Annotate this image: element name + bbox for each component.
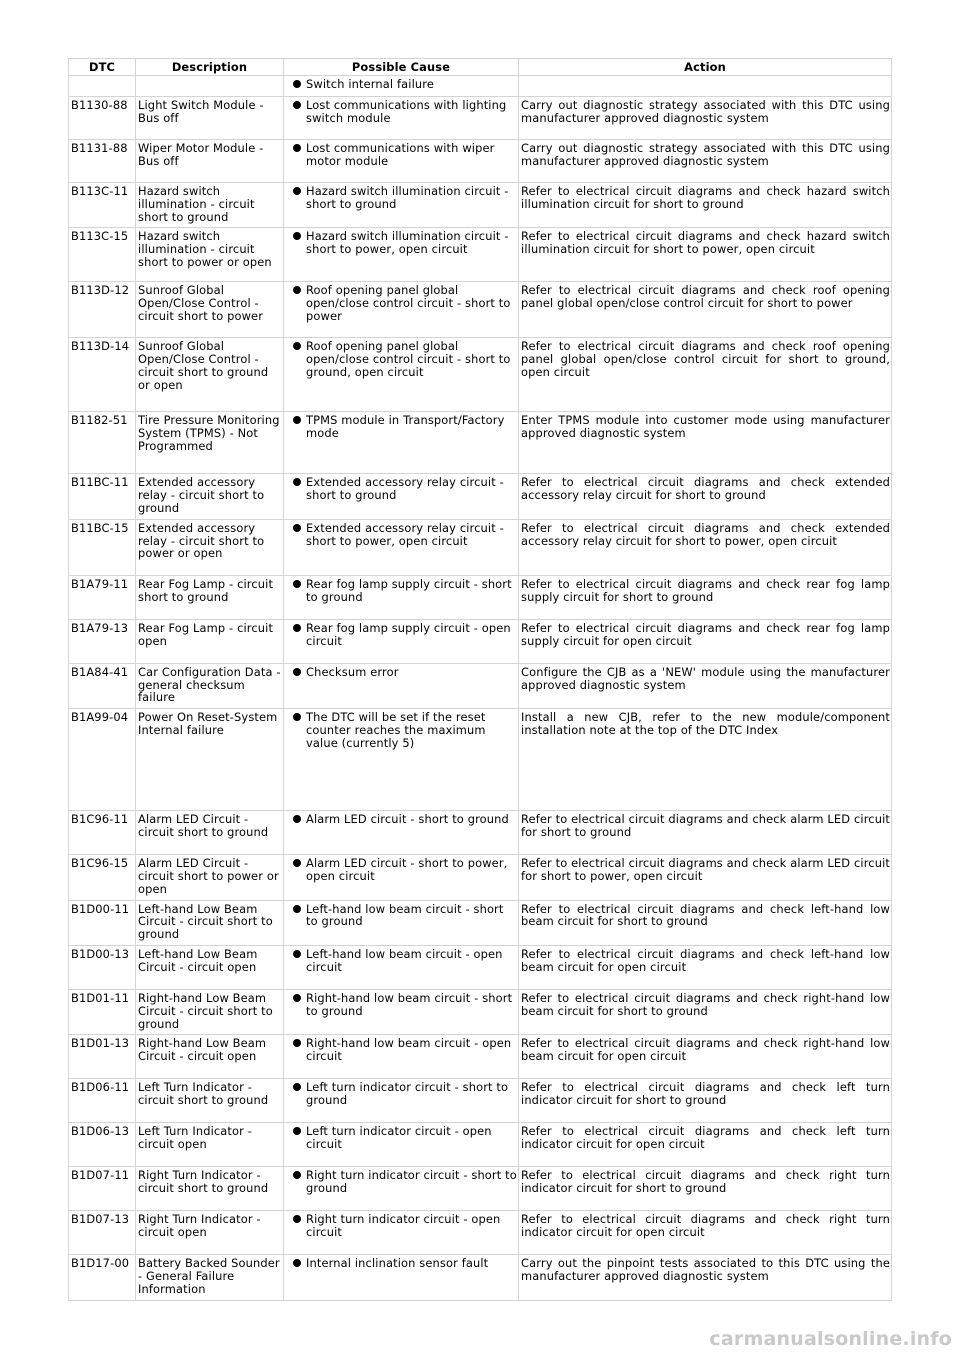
dtc-code: B1A99-04 [69,709,136,811]
dtc-description: Right Turn Indicator - circuit short to ground [136,1167,284,1211]
cause-list [286,1169,517,1195]
table-row [69,1255,892,1300]
possible-cause-cell [284,1079,519,1123]
dtc-code: B1D06-11 [69,1079,136,1123]
cause-text: Checksum error [306,664,399,679]
cause-item [286,578,517,604]
cause-item [286,948,517,974]
dtc-code: B1A79-11 [69,575,136,619]
cause-text: Right-hand low beam circuit - open circuit [306,1036,512,1064]
bullet-icon [293,905,301,913]
cause-item [286,1213,517,1239]
bullet-icon [293,950,301,958]
dtc-code: B1D17-00 [69,1255,136,1300]
dtc-code [69,76,136,97]
possible-cause-cell [284,1123,519,1167]
dtc-description: Battery Backed Sounder - General Failure Information [136,1255,284,1300]
cause-item [286,1125,517,1151]
table-row [69,474,892,519]
possible-cause-cell [284,140,519,183]
cause-item [286,1037,517,1063]
table-row [69,1167,892,1211]
bullet-icon [293,342,301,350]
dtc-code: B1D00-13 [69,945,136,989]
table-row [69,575,892,619]
cause-list [286,1213,517,1239]
cause-text: Left turn indicator circuit - short to ground [306,1080,509,1108]
cause-item [286,1169,517,1195]
cause-text: Roof opening panel global open/close control circuit - short to ground, open circuit [306,339,511,379]
possible-cause-cell [284,1255,519,1300]
dtc-code: B11BC-15 [69,519,136,575]
table-row [69,1035,892,1079]
bullet-icon [293,859,301,867]
possible-cause-cell [284,228,519,282]
bullet-icon [293,1259,301,1267]
dtc-action: Refer to electrical circuit diagrams and check left-hand low beam circuit for short to ground [519,900,892,945]
cause-item [286,711,517,749]
table-row [69,228,892,282]
cause-text: TPMS module in Transport/Factory mode [306,413,505,441]
dtc-action: Refer to electrical circuit diagrams and check hazard switch illumination circuit for short to ground [519,183,892,228]
table-row [69,1211,892,1255]
bullet-icon [293,80,301,88]
possible-cause-cell [284,619,519,663]
cause-item [286,78,517,91]
cause-item [286,230,517,256]
cause-list [286,414,517,440]
possible-cause-cell [284,282,519,338]
dtc-description: Extended accessory relay - circuit short to ground [136,474,284,519]
bullet-icon [293,1171,301,1179]
dtc-code: B1D07-11 [69,1167,136,1211]
dtc-code: B1130-88 [69,97,136,140]
dtc-action: Refer to electrical circuit diagrams and check right turn indicator circuit for open circuit [519,1211,892,1255]
dtc-action: Configure the CJB as a 'NEW' module using the manufacturer approved diagnostic system [519,663,892,708]
cause-text: Hazard switch illumination circuit - short to ground [306,184,509,211]
table-row [69,76,892,97]
cause-text: Lost communications with wiper motor module [306,141,495,168]
table-row [69,183,892,228]
cause-list [286,813,517,826]
dtc-code: B1D00-11 [69,900,136,945]
dtc-description: Right-hand Low Beam Circuit - circuit open [136,1035,284,1079]
bullet-icon [293,1039,301,1047]
table-row [69,412,892,474]
cause-text: The DTC will be set if the reset counter reaches the maximum value (currently 5) [306,710,486,750]
cause-text: Extended accessory relay circuit - short to power, open circuit [306,520,504,548]
cause-text: Extended accessory relay circuit - short to ground [306,475,504,503]
bullet-icon [293,1083,301,1091]
bullet-icon [293,144,301,152]
dtc-description: Alarm LED Circuit - circuit short to power or open [136,855,284,900]
dtc-action: Refer to electrical circuit diagrams and check left turn indicator circuit for short to ground [519,1079,892,1123]
cause-list [286,666,517,679]
site-watermark: carmanualsonline.info [709,1328,952,1350]
cause-item [286,1081,517,1107]
dtc-code: B1A79-13 [69,619,136,663]
possible-cause-cell [284,900,519,945]
possible-cause-cell [284,338,519,412]
dtc-description: Left Turn Indicator - circuit short to ground [136,1079,284,1123]
header-dtc: DTC [69,59,136,76]
cause-text: Rear fog lamp supply circuit - open circuit [306,620,511,648]
cause-list [286,522,517,548]
cause-text: Hazard switch illumination circuit - short to power, open circuit [306,229,509,257]
dtc-description: Left-hand Low Beam Circuit - circuit open [136,945,284,989]
possible-cause-cell [284,663,519,708]
dtc-code: B1C96-11 [69,811,136,855]
dtc-code: B1D01-11 [69,989,136,1034]
dtc-table [68,58,892,1301]
dtc-description: Left-hand Low Beam Circuit - circuit short to ground [136,900,284,945]
cause-item [286,340,517,378]
dtc-action: Refer to electrical circuit diagrams and check left-hand low beam circuit for open circuit [519,945,892,989]
table-row [69,945,892,989]
dtc-description: Right Turn Indicator - circuit open [136,1211,284,1255]
cause-text: Left-hand low beam circuit - short to ground [306,901,504,929]
dtc-action: Refer to electrical circuit diagrams and check extended accessory relay circuit for short to power, open circuit [519,519,892,575]
table-row [69,855,892,900]
dtc-code: B1D01-13 [69,1035,136,1079]
bullet-icon [293,1215,301,1223]
dtc-description: Tire Pressure Monitoring System (TPMS) - Not Programmed [136,412,284,474]
possible-cause-cell [284,1035,519,1079]
dtc-code: B1A84-41 [69,663,136,708]
dtc-code: B113D-14 [69,338,136,412]
dtc-action: Refer to electrical circuit diagrams and check roof opening panel global open/close control circuit for short to power [519,282,892,338]
table-row [69,282,892,338]
cause-text: Left-hand low beam circuit - open circuit [306,946,503,974]
cause-item [286,813,517,826]
cause-text: Left turn indicator circuit - open circuit [306,1124,492,1152]
cause-list [286,1125,517,1151]
dtc-description: Hazard switch illumination - circuit short to ground [136,183,284,228]
table-row [69,709,892,811]
bullet-icon [293,580,301,588]
cause-item [286,622,517,648]
table-row [69,663,892,708]
dtc-code: B113C-15 [69,228,136,282]
header-description: Description [136,59,284,76]
dtc-description: Hazard switch illumination - circuit short to power or open [136,228,284,282]
cause-list [286,230,517,256]
bullet-icon [293,713,301,721]
cause-list [286,903,517,929]
cause-list [286,340,517,378]
cause-list [286,476,517,502]
cause-text: Alarm LED circuit - short to ground [306,812,509,827]
possible-cause-cell [284,1211,519,1255]
table-row [69,900,892,945]
cause-list [286,948,517,974]
table-row [69,338,892,412]
dtc-action: Carry out diagnostic strategy associated with this DTC using manufacturer approved diagnostic system [519,140,892,183]
cause-list [286,78,517,91]
dtc-action: Refer to electrical circuit diagrams and check right-hand low beam circuit for short to ground [519,989,892,1034]
dtc-action: Refer to electrical circuit diagrams and check rear fog lamp supply circuit for short to ground [519,575,892,619]
cause-list [286,142,517,168]
dtc-action: Carry out the pinpoint tests associated to this DTC using the manufacturer approved diagnostic system [519,1255,892,1300]
cause-list [286,711,517,749]
dtc-action: Install a new CJB, refer to the new module/component installation note at the top of the DTC Index [519,709,892,811]
table-row [69,619,892,663]
table-row [69,97,892,140]
cause-item [286,992,517,1018]
bullet-icon [293,187,301,195]
cause-item [286,185,517,211]
cause-list [286,1037,517,1063]
possible-cause-cell [284,519,519,575]
bullet-icon [293,478,301,486]
possible-cause-cell [284,709,519,811]
bullet-icon [293,668,301,676]
bullet-icon [293,286,301,294]
bullet-icon [293,524,301,532]
header-possible-cause: Possible Cause [284,59,519,76]
bullet-icon [293,624,301,632]
dtc-action: Carry out diagnostic strategy associated with this DTC using manufacturer approved diagnostic system [519,97,892,140]
dtc-action: Refer to electrical circuit diagrams and check right-hand low beam circuit for open circuit [519,1035,892,1079]
dtc-code: B1D07-13 [69,1211,136,1255]
possible-cause-cell [284,1167,519,1211]
table-row [69,1123,892,1167]
dtc-description [136,76,284,97]
cause-item [286,666,517,679]
bullet-icon [293,1127,301,1135]
table-row [69,140,892,183]
possible-cause-cell [284,575,519,619]
cause-list [286,578,517,604]
cause-item [286,903,517,929]
bullet-icon [293,232,301,240]
dtc-code: B11BC-11 [69,474,136,519]
dtc-description: Left Turn Indicator - circuit open [136,1123,284,1167]
dtc-code: B1182-51 [69,412,136,474]
dtc-action: Refer to electrical circuit diagrams and check alarm LED circuit for short to ground [519,811,892,855]
cause-text: Internal inclination sensor fault [306,1256,489,1271]
cause-item [286,284,517,322]
possible-cause-cell [284,76,519,97]
table-row [69,811,892,855]
dtc-description: Rear Fog Lamp - circuit short to ground [136,575,284,619]
bullet-icon [293,101,301,109]
table-row [69,1079,892,1123]
cause-list [286,1257,517,1270]
cause-text: Lost communications with lighting switch module [306,98,507,125]
possible-cause-cell [284,474,519,519]
cause-list [286,284,517,322]
cause-list [286,992,517,1018]
table-header [69,59,892,76]
dtc-action: Refer to electrical circuit diagrams and check extended accessory relay circuit for short to ground [519,474,892,519]
dtc-action: Refer to electrical circuit diagrams and check left turn indicator circuit for open circuit [519,1123,892,1167]
dtc-action: Refer to electrical circuit diagrams and check hazard switch illumination circuit for short to power, open circuit [519,228,892,282]
dtc-action: Refer to electrical circuit diagrams and check right turn indicator circuit for short to ground [519,1167,892,1211]
possible-cause-cell [284,412,519,474]
dtc-action [519,76,892,97]
dtc-description: Rear Fog Lamp - circuit open [136,619,284,663]
cause-list [286,622,517,648]
possible-cause-cell [284,945,519,989]
dtc-description: Right-hand Low Beam Circuit - circuit short to ground [136,989,284,1034]
possible-cause-cell [284,97,519,140]
cause-list [286,857,517,883]
cause-text: Right turn indicator circuit - short to ground [306,1168,517,1196]
bullet-icon [293,815,301,823]
possible-cause-cell [284,989,519,1034]
cause-item [286,142,517,168]
cause-text: Rear fog lamp supply circuit - short to ground [306,576,512,604]
cause-text: Roof opening panel global open/close control circuit - short to power [306,283,511,323]
cause-item [286,522,517,548]
cause-text: Right-hand low beam circuit - short to ground [306,990,513,1018]
dtc-description: Alarm LED Circuit - circuit short to ground [136,811,284,855]
dtc-code: B1131-88 [69,140,136,183]
dtc-code: B1C96-15 [69,855,136,900]
cause-item [286,476,517,502]
cause-text: Switch internal failure [306,77,435,91]
dtc-description: Power On Reset-System Internal failure [136,709,284,811]
possible-cause-cell [284,183,519,228]
cause-list [286,99,517,125]
dtc-action: Refer to electrical circuit diagrams and check rear fog lamp supply circuit for open circuit [519,619,892,663]
dtc-description: Light Switch Module - Bus off [136,97,284,140]
dtc-code: B1D06-13 [69,1123,136,1167]
dtc-action: Refer to electrical circuit diagrams and check alarm LED circuit for short to power, open circuit [519,855,892,900]
dtc-description: Wiper Motor Module - Bus off [136,140,284,183]
dtc-code: B113D-12 [69,282,136,338]
table-row [69,519,892,575]
dtc-description: Extended accessory relay - circuit short to power or open [136,519,284,575]
dtc-action: Refer to electrical circuit diagrams and check roof opening panel global open/close control circuit for short to ground, open circuit [519,338,892,412]
cause-item [286,414,517,440]
table-row [69,989,892,1034]
dtc-action: Enter TPMS module into customer mode using manufacturer approved diagnostic system [519,412,892,474]
table-body [69,76,892,1301]
dtc-description: Car Configuration Data - general checksum failure [136,663,284,708]
bullet-icon [293,416,301,424]
possible-cause-cell [284,811,519,855]
dtc-code: B113C-11 [69,183,136,228]
cause-text: Alarm LED circuit - short to power, open circuit [306,856,508,883]
dtc-description: Sunroof Global Open/Close Control - circuit short to ground or open [136,338,284,412]
cause-item [286,99,517,125]
header-action: Action [519,59,892,76]
cause-text: Right turn indicator circuit - open circuit [306,1212,501,1240]
dtc-description: Sunroof Global Open/Close Control - circuit short to power [136,282,284,338]
cause-item [286,1257,517,1270]
cause-item [286,857,517,883]
bullet-icon [293,994,301,1002]
cause-list [286,185,517,211]
cause-list [286,1081,517,1107]
possible-cause-cell [284,855,519,900]
